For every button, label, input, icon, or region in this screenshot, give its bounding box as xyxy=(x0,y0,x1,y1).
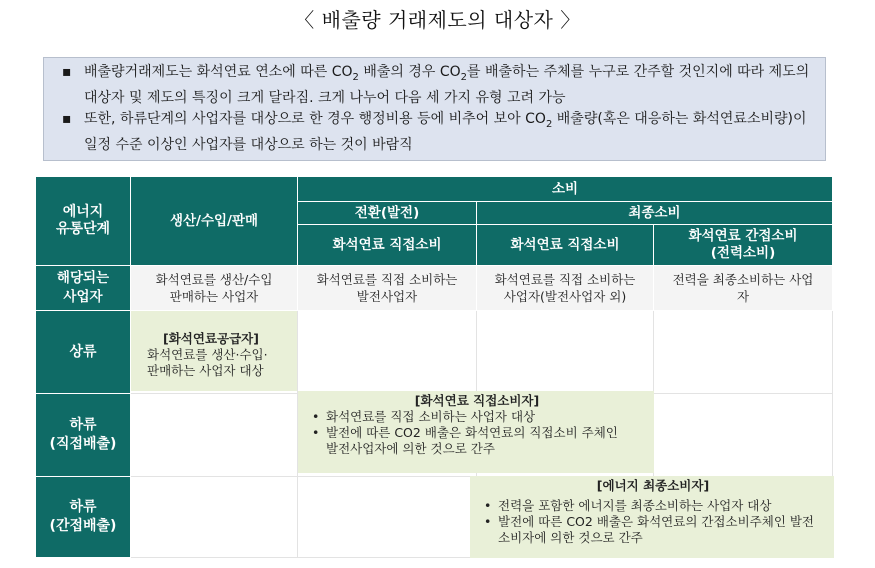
note-upstream-title: [화석연료공급자] xyxy=(163,331,259,346)
header-indirect-consumption: 화석연료 간접소비 (전력소비) xyxy=(654,225,832,265)
header-final-consumption: 최종소비 xyxy=(477,202,832,224)
entity-conversion: 화석연료를 직접 소비하는 발전사업자 xyxy=(298,266,476,310)
note-final-item: • 전력을 포함한 에너지를 최종소비하는 사업자 대상 xyxy=(492,498,828,514)
row-label-downstream-direct: 하류 (직접배출) xyxy=(36,394,130,476)
note-final-title: [에너지 최종소비자] xyxy=(596,478,710,493)
note-direct-title: [화석연료 직접소비자] xyxy=(414,393,540,408)
note-direct-item: • 발전에 따른 CO2 배출은 화석연료의 직접소비 주체인 발전사업자에 의한 것으로 간주 xyxy=(320,425,648,457)
header-energy-stage: 에너지 유통단계 xyxy=(36,177,130,265)
row-label-upstream: 상류 xyxy=(36,311,130,393)
note-direct-consumer xyxy=(298,391,654,473)
entity-production: 화석연료를 생산/수입 판매하는 사업자 xyxy=(131,266,297,310)
note-final-item: • 발전에 따른 CO2 배출은 화석연료의 간접소비주체인 발전 소비자에 의한 것으로 간주 xyxy=(492,514,828,546)
summary-bullet-1: ▪ 배출량거래제도는 화석연료 연소에 따른 $CO_2$ 배출의 경우 $CO_2$를 배출하는 주체를 누구로 간주할 것인지에 따라 제도의 대상자 및 제도의 특징이 크게 달라짐. 크게 나누어 다음 세 가지 유형 고려 가능 xyxy=(62,62,815,109)
header-consumption: 소비 xyxy=(298,177,832,201)
summary-box xyxy=(43,57,826,161)
note-direct-item: • 화석연료를 직접 소비하는 사업자 대상 xyxy=(320,409,648,425)
note-upstream xyxy=(131,311,297,391)
page-title: 〈 배출량 거래제도의 대상자 〉 xyxy=(294,8,581,32)
header-direct-consumption-1: 화석연료 직접소비 xyxy=(298,225,476,265)
row-label-entity: 해당되는 사업자 xyxy=(36,266,130,310)
header-production: 생산/수입/판매 xyxy=(131,177,297,265)
header-conversion: 전환(발전) xyxy=(298,202,476,224)
row-label-downstream-indirect: 하류 (간접배출) xyxy=(36,477,130,557)
summary-bullet-2: ▪ 또한, 하류단계의 사업자를 대상으로 한 경우 행정비용 등에 비추어 보아 $CO_2$ 배출량(혹은 대응하는 화석연료소비량)이 일정 수준 이상인 사업자를 대상으로 하는 것이 바람직 xyxy=(62,109,815,156)
note-upstream-text: 화석연료를 생산·수입· 판매하는 사업자 대상 xyxy=(147,347,268,378)
note-final-consumer xyxy=(470,476,834,558)
entity-direct: 화석연료를 직접 소비하는 사업자(발전사업자 외) xyxy=(477,266,653,310)
entity-indirect: 전력을 최종소비하는 사업 자 xyxy=(654,266,832,310)
header-direct-consumption-2: 화석연료 직접소비 xyxy=(477,225,653,265)
